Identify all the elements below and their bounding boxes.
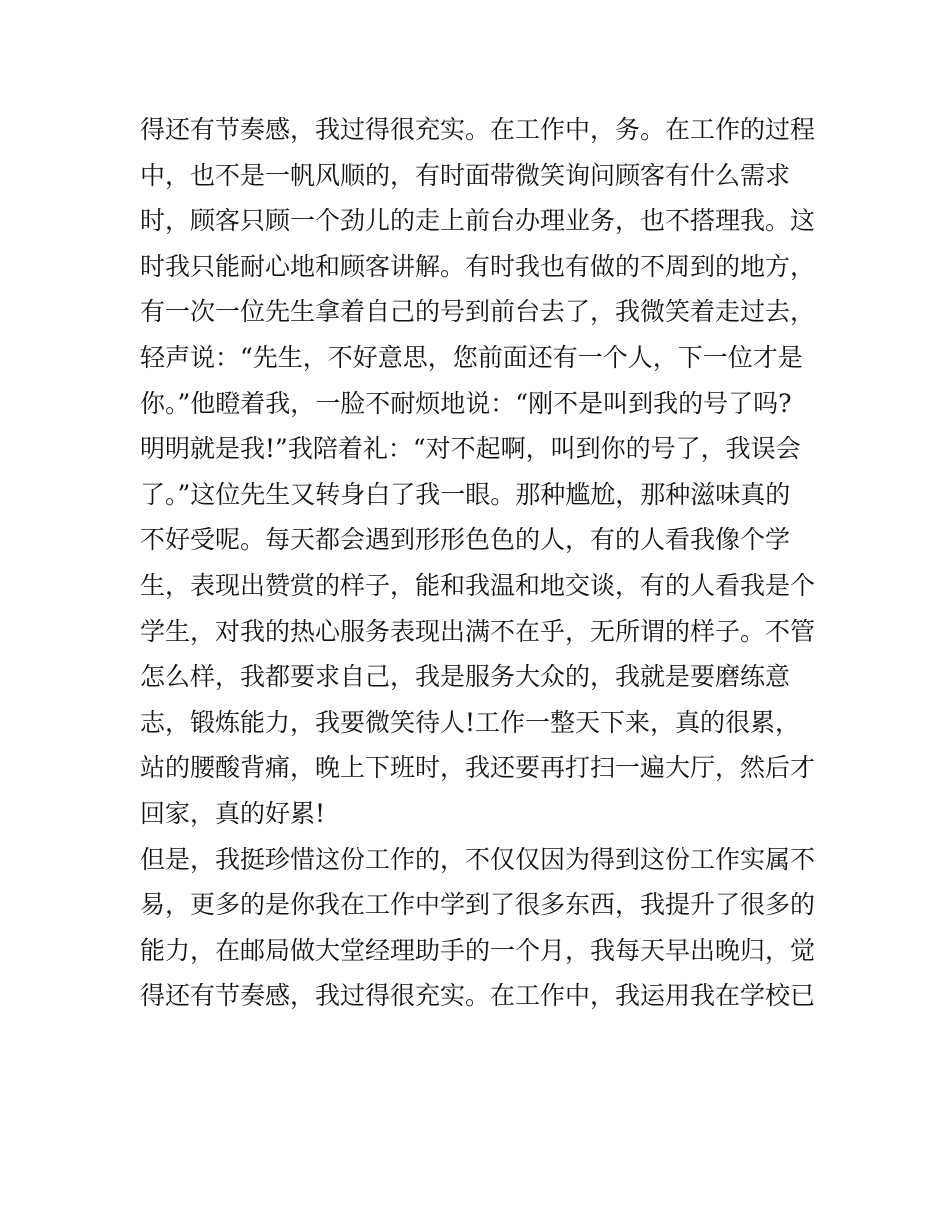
- text-line: 时我只能耐心地和顾客讲解。有时我也有做的不周到的地方，: [140, 251, 816, 281]
- text-line: 时，顾客只顾一个劲儿的走上前台办理业务，也不搭理我。这: [140, 206, 816, 236]
- text-line: 你。”他瞪着我，一脸不耐烦地说：“刚不是叫到我的号了吗?: [140, 388, 792, 418]
- text-line: 生，表现出赞赏的样子，能和我温和地交谈，有的人看我是个: [140, 570, 816, 600]
- text-line: 不好受呢。每天都会遇到形形色色的人，有的人看我像个学: [140, 525, 791, 555]
- text-line: 站的腰酸背痛，晚上下班时，我还要再打扫一遍大厅，然后才: [140, 753, 816, 783]
- text-line: 怎么样，我都要求自己，我是服务大众的，我就是要磨练意: [140, 662, 791, 692]
- text-line: 了。”这位先生又转身白了我一眼。那种尴尬，那种滋味真的: [140, 479, 791, 509]
- text-line: 易，更多的是你我在工作中学到了很多东西，我提升了很多的: [140, 890, 816, 920]
- text-line: 能力，在邮局做大堂经理助手的一个月，我每天早出晚归，觉: [140, 935, 816, 965]
- text-line: 得还有节奏感，我过得很充实。在工作中，务。在工作的过程: [140, 115, 816, 144]
- text-line: 有一次一位先生拿着自己的号到前台去了，我微笑着走过去，: [140, 297, 816, 327]
- text-line: 学生，对我的热心服务表现出满不在乎，无所谓的样子。不管: [140, 616, 816, 646]
- text-line: 回家，真的好累!: [140, 798, 326, 828]
- text-line: 明明就是我!”我陪着礼：“对不起啊，叫到你的号了，我误会: [140, 434, 801, 464]
- text-line: 中，也不是一帆风顺的，有时面带微笑询问顾客有什么需求: [140, 160, 791, 190]
- text-line: 得还有节奏感，我过得很充实。在工作中，我运用我在学校已: [140, 981, 816, 1011]
- text-line: 轻声说：“先生，不好意思，您前面还有一个人，下一位才是: [140, 342, 803, 372]
- body-text: [140, 107, 820, 1019]
- text-line: 但是，我挺珍惜这份工作的，不仅仅因为得到这份工作实属不: [140, 844, 816, 874]
- text-line: 志，锻炼能力，我要微笑待人!工作一整天下来，真的很累，: [140, 707, 801, 737]
